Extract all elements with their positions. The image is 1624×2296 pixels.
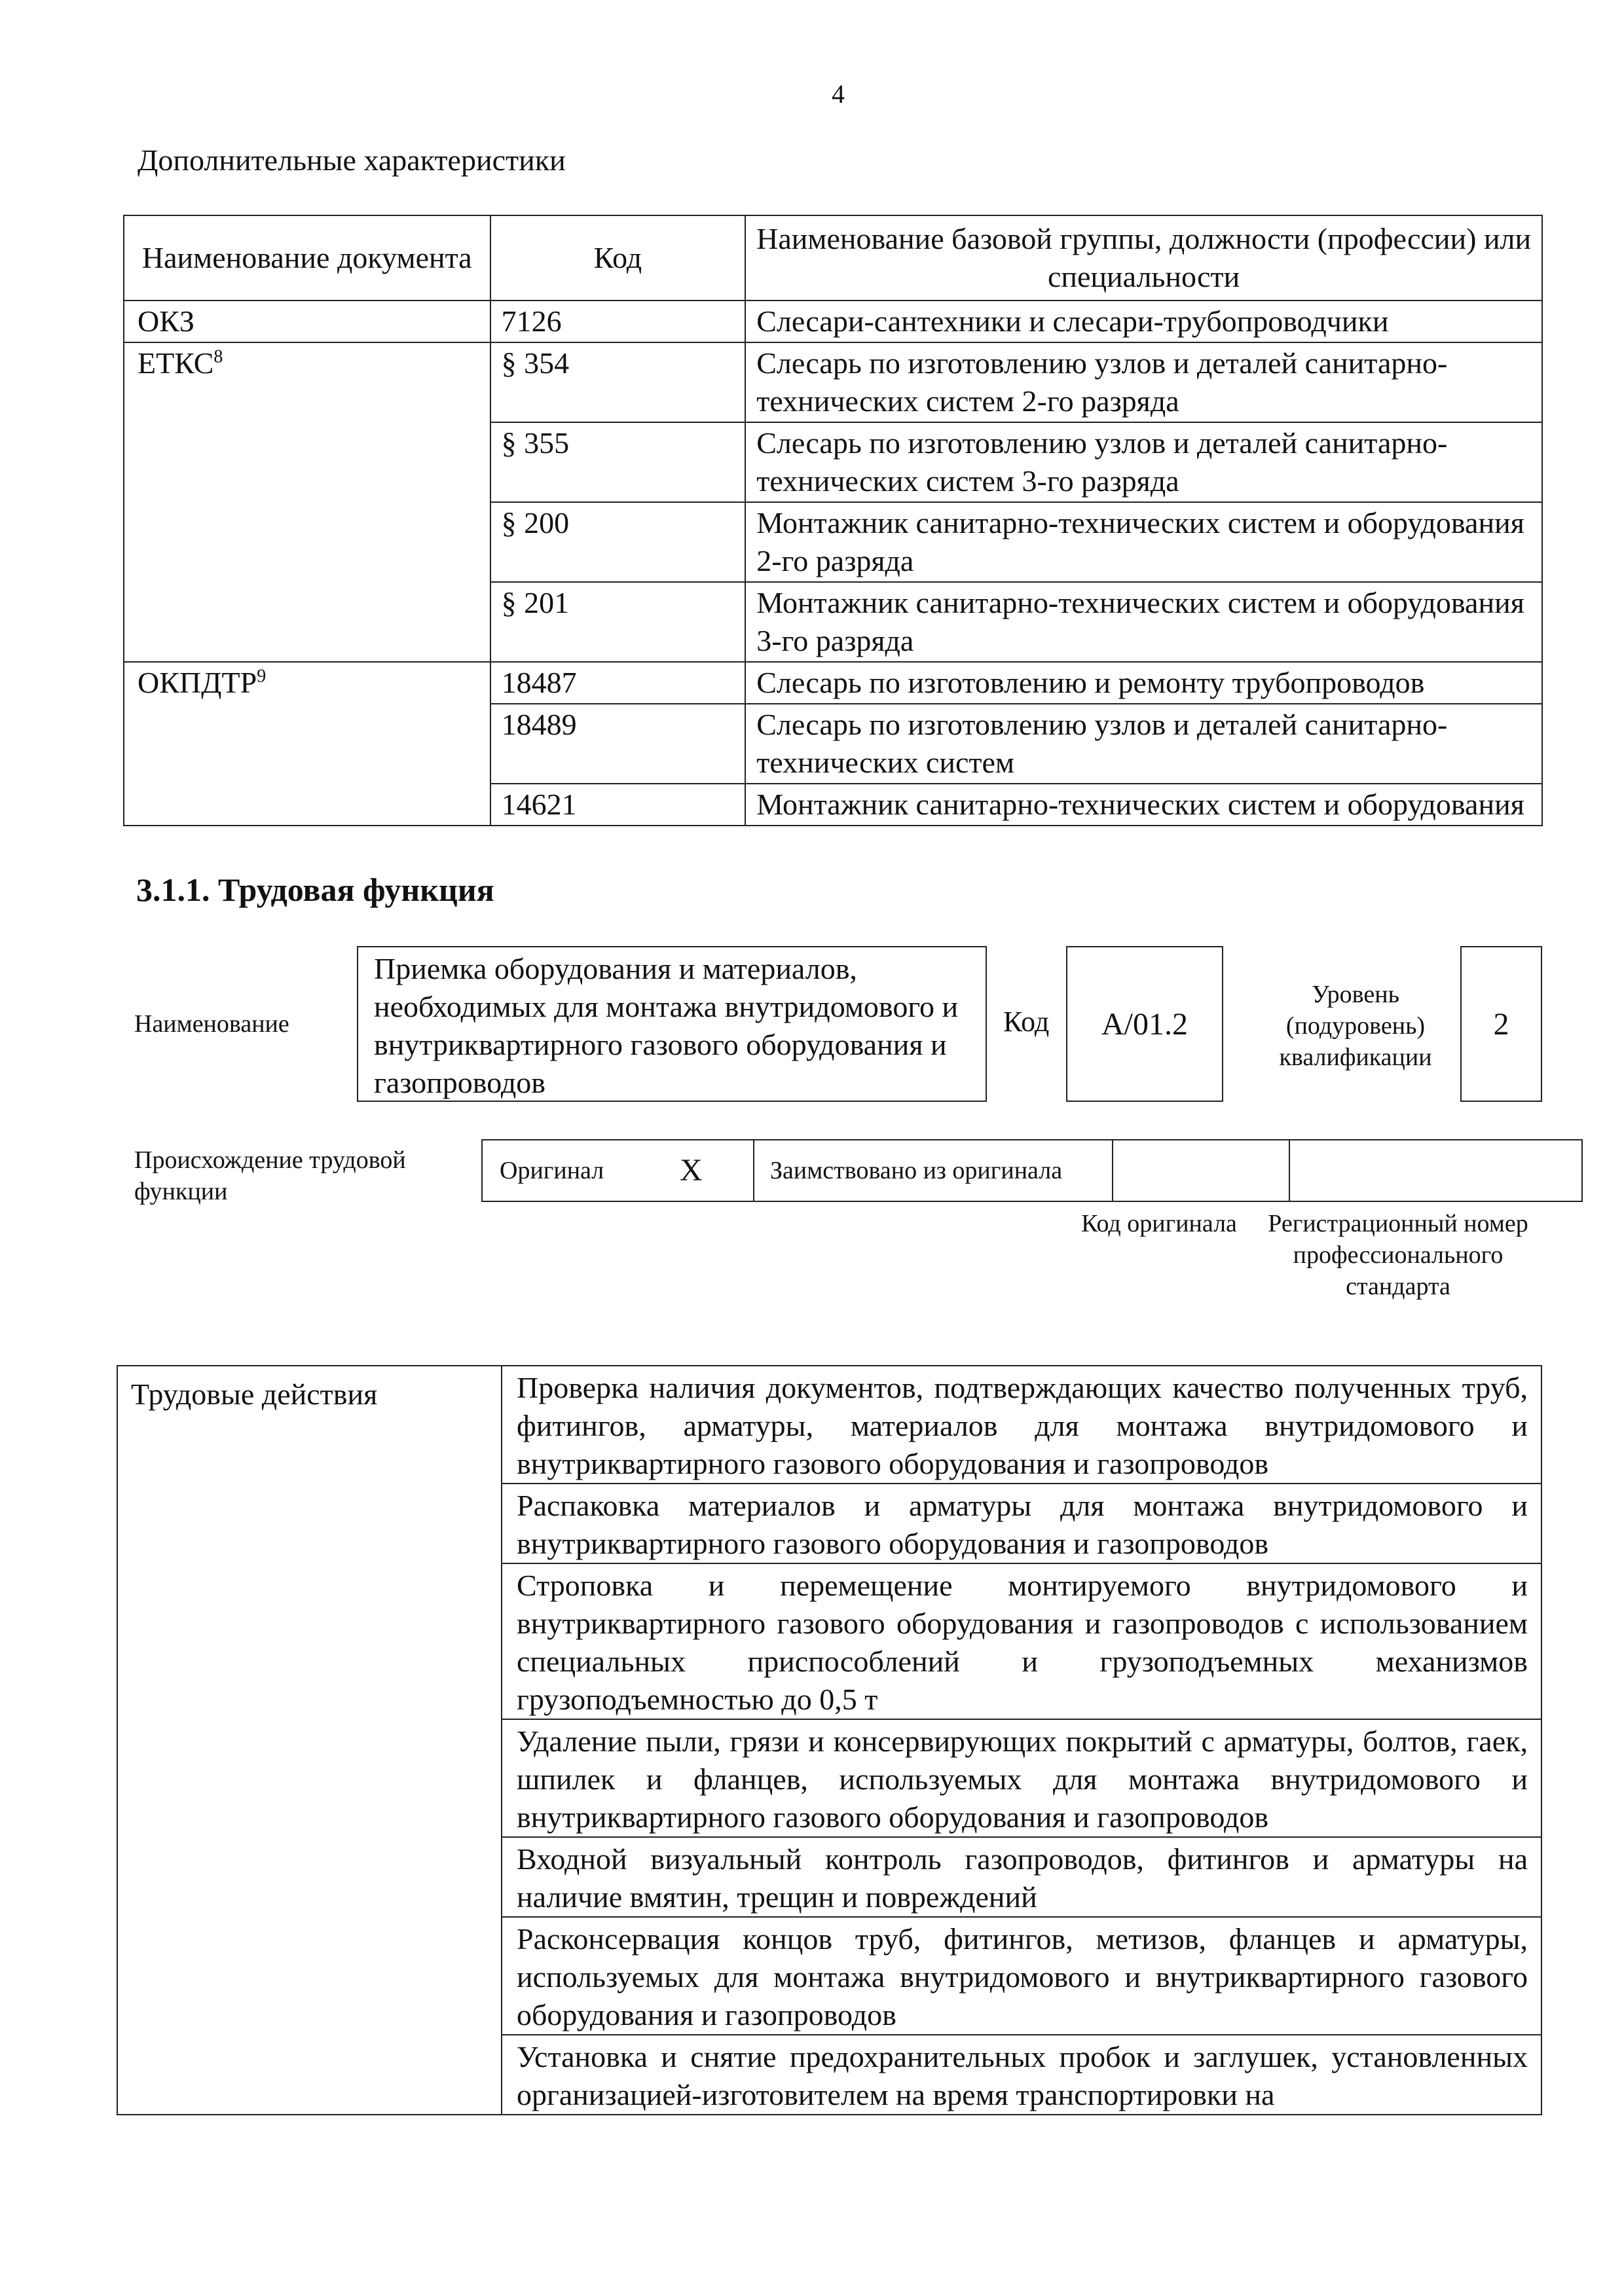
code-cell: § 355 (490, 422, 746, 502)
origin-label: Происхождение трудовой функции (134, 1146, 406, 1205)
header-group-name: Наименование базовой группы, должности (профессии) или специальности (745, 215, 1542, 301)
original-label: Оригинал (482, 1140, 680, 1201)
name-cell: Слесарь по изготовлению и ремонту трубопроводов (745, 662, 1542, 704)
qualification-level-value: 2 (1460, 946, 1542, 1102)
name-cell: Монтажник санитарно-технических систем и оборудования 3-го разряда (745, 582, 1542, 662)
code-cell: § 354 (490, 342, 746, 422)
characteristics-table (123, 215, 1543, 826)
code-cell: 14621 (490, 784, 746, 826)
header-code: Код (490, 215, 746, 301)
table-row (124, 662, 1542, 704)
table-row (124, 342, 1542, 422)
doc-okz: ОКЗ (124, 301, 490, 342)
code-cell: § 201 (490, 582, 746, 662)
doc-etks: ЕТКС$^8$ (124, 342, 490, 662)
origin-table (481, 1139, 1583, 1202)
name-cell: Слесарь по изготовлению узлов и деталей санитарно-технических систем (745, 704, 1542, 784)
page-number: 4 (832, 79, 845, 109)
original-code-cell (1113, 1140, 1289, 1201)
table-row (124, 301, 1542, 342)
header-document: Наименование документа (124, 215, 490, 301)
code-cell: § 200 (490, 502, 746, 582)
function-code-value: А/01.2 (1066, 946, 1223, 1102)
code-cell: 7126 (490, 301, 746, 342)
labor-action-item: Проверка наличия документов, подтверждающих качество полученных труб, фитингов, арматуры, материалов для монтажа внутридомового и внутриквартирного газового оборудования и газопроводов (502, 1366, 1541, 1484)
original-code-caption: Код оригинала (1081, 1210, 1237, 1237)
labor-action-item: Удаление пыли, грязи и консервирующих покрытий с арматуры, болтов, гаек, шпилек и фланцев, используемых для монтажа внутридомового и внутриквартирного газового оборудования и газопроводов (502, 1719, 1541, 1837)
name-cell: Монтажник санитарно-технических систем и оборудования 2-го разряда (745, 502, 1542, 582)
doc-okpdtr: ОКПДТР$^9$ (124, 662, 490, 826)
function-name-value: Приемка оборудования и материалов, необходимых для монтажа внутридомового и внутриквартирного газового оборудования и газопроводов (357, 946, 987, 1102)
labor-actions-label: Трудовые действия (117, 1366, 502, 2115)
name-cell: Слесарь по изготовлению узлов и деталей санитарно-технических систем 2-го разряда (745, 342, 1542, 422)
code-cell: 18489 (490, 704, 746, 784)
labor-action-item: Строповка и перемещение монтируемого внутридомового и внутриквартирного газового оборудования и газопроводов с использованием специальных приспособлений и грузоподъемных механизмов грузоподъемностью до 0,5 т (502, 1563, 1541, 1719)
additional-characteristics-title: Дополнительные характеристики (138, 143, 566, 177)
origin-row (482, 1140, 1582, 1201)
table-header-row (124, 215, 1542, 301)
original-mark: X (680, 1140, 754, 1201)
code-cell: 18487 (490, 662, 746, 704)
table-row (117, 1366, 1541, 1484)
section-title: 3.1.1. Трудовая функция (136, 871, 494, 908)
name-cell: Монтажник санитарно-технических систем и оборудования (745, 784, 1542, 826)
registration-number-caption: Регистрационный номер профессионального стандарта (1268, 1210, 1528, 1300)
qualification-level-label: Уровень (подуровень) квалификации (1279, 981, 1432, 1071)
borrowed-label: Заимствовано из оригинала (754, 1140, 1113, 1201)
labor-action-item: Установка и снятие предохранительных пробок и заглушек, установленных организацией-изготовителем на время транспортировки на (502, 2035, 1541, 2115)
function-code-label: Код (1003, 1006, 1050, 1038)
labor-action-item: Расконсервация концов труб, фитингов, метизов, фланцев и арматуры, используемых для монтажа внутридомового и внутриквартирного газового оборудования и газопроводов (502, 1917, 1541, 2035)
function-name-label: Наименование (134, 1010, 289, 1038)
labor-action-item: Входной визуальный контроль газопроводов, фитингов и арматуры на наличие вмятин, трещин и повреждений (502, 1837, 1541, 1917)
name-cell: Слесари-сантехники и слесари-трубопроводчики (745, 301, 1542, 342)
name-cell: Слесарь по изготовлению узлов и деталей санитарно-технических систем 3-го разряда (745, 422, 1542, 502)
labor-action-item: Распаковка материалов и арматуры для монтажа внутридомового и внутриквартирного газового оборудования и газопроводов (502, 1484, 1541, 1563)
registration-number-cell (1289, 1140, 1582, 1201)
labor-actions-table (117, 1365, 1542, 2115)
